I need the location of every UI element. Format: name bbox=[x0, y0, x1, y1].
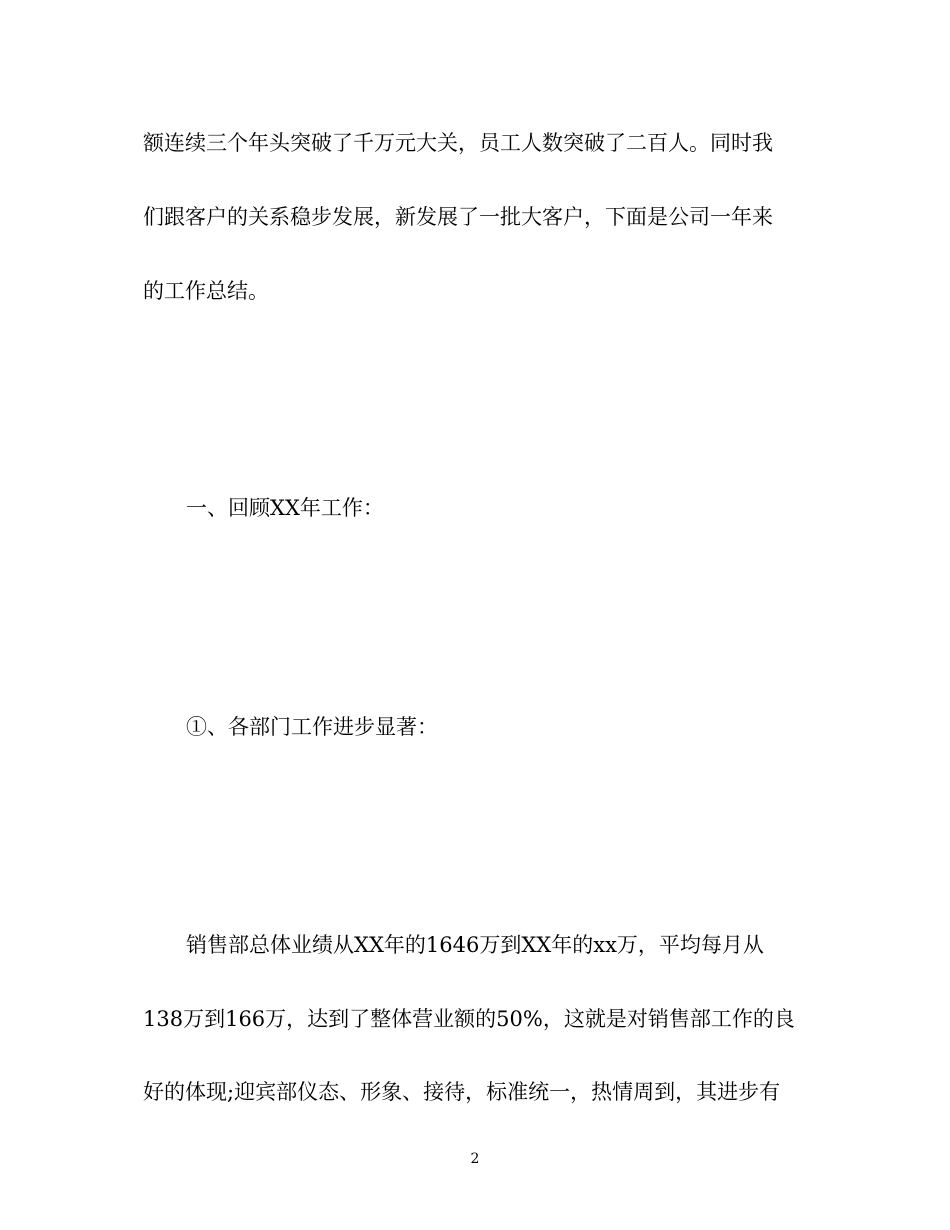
subsection-heading-departments: ①、各部门工作进步显著： bbox=[186, 715, 438, 739]
page-number: 2 bbox=[470, 1151, 480, 1167]
intro-line-1: 额连续三个年头突破了千万元大关，员工人数突破了二百人。同时我 bbox=[143, 131, 773, 155]
body-line-3: 好的体现;迎宾部仪态、形象、接待，标准统一，热情周到，其进步有 bbox=[143, 1080, 781, 1104]
body-line-2: 138万到166万，达到了整体营业额的50%，这就是对销售部工作的良 bbox=[143, 1007, 795, 1031]
intro-line-2: 们跟客户的关系稳步发展，新发展了一批大客户，下面是公司一年来 bbox=[143, 205, 773, 229]
body-line-1: 销售部总体业绩从XX年的1646万到XX年的xx万，平均每月从 bbox=[186, 933, 764, 957]
section-heading-review: 一、回顾XX年工作： bbox=[186, 496, 384, 520]
intro-line-3: 的工作总结。 bbox=[143, 279, 269, 303]
